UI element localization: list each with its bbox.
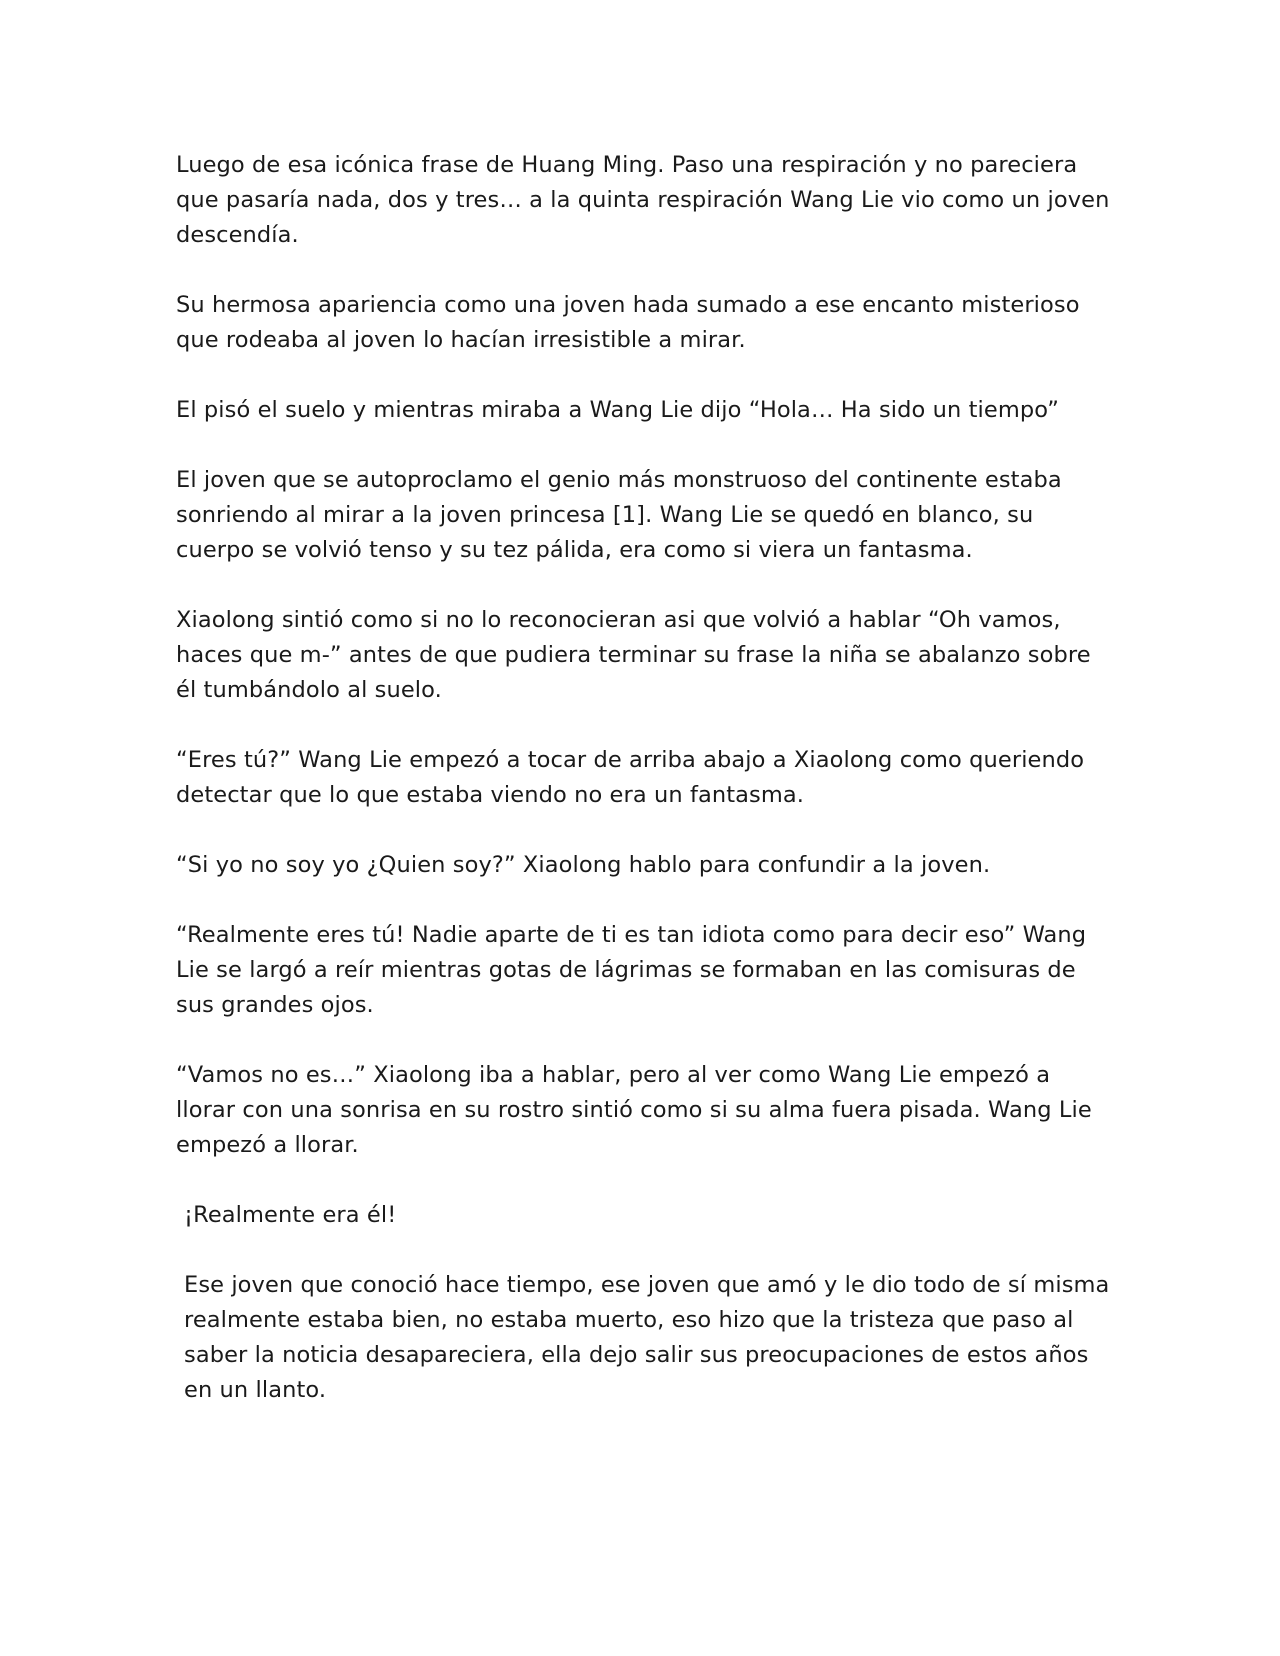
paragraph-7: “Si yo no soy yo ¿Quien soy?” Xiaolong hablo para confundir a la joven.	[176, 852, 991, 878]
paragraph-5: Xiaolong sintió como si no lo reconocieran asi que volvió a hablar “Oh vamos, haces que m-” antes de que pudiera terminar su frase la niña se abalanzo sobre él tumbándolo al suelo.	[176, 607, 1091, 703]
paragraph-8: “Realmente eres tú! Nadie aparte de ti es tan idiota como para decir eso” Wang Lie se largó a reír mientras gotas de lágrimas se formaban en las comisuras de sus grandes ojos.	[176, 922, 1087, 1018]
paragraph-9: “Vamos no es…” Xiaolong iba a hablar, pero al ver como Wang Lie empezó a llorar con una sonrisa en su rostro sintió como si su alma fuera pisada. Wang Lie empezó a llorar.	[176, 1062, 1092, 1158]
paragraph-3: El pisó el suelo y mientras miraba a Wang Lie dijo “Hola… Ha sido un tiempo”	[176, 397, 1060, 423]
paragraph-6: “Eres tú?” Wang Lie empezó a tocar de arriba abajo a Xiaolong como queriendo detectar que lo que estaba viendo no era un fantasma.	[176, 747, 1085, 808]
paragraph-4: El joven que se autoproclamo el genio más monstruoso del continente estaba sonriendo al mirar a la joven princesa [1]. Wang Lie se quedó en blanco, su cuerpo se volvió tenso y su tez pálida, era como si viera un fantasma.	[176, 467, 1062, 563]
paragraph-2: Su hermosa apariencia como una joven hada sumado a ese encanto misterioso que rodeaba al joven lo hacían irresistible a mirar.	[176, 292, 1080, 353]
paragraph-11: Ese joven que conoció hace tiempo, ese joven que amó y le dio todo de sí misma realmente estaba bien, no estaba muerto, eso hizo que la tristeza que paso al saber la noticia desapareciera, ella dejo salir sus preocupaciones de estos años en un llanto.	[184, 1272, 1110, 1403]
document-body	[176, 148, 1111, 1443]
paragraph-1: Luego de esa icónica frase de Huang Ming. Paso una respiración y no pareciera que pasaría nada, dos y tres… a la quinta respiración Wang Lie vio como un joven descendía.	[176, 152, 1110, 248]
paragraph-10: ¡Realmente era él!	[184, 1202, 397, 1228]
